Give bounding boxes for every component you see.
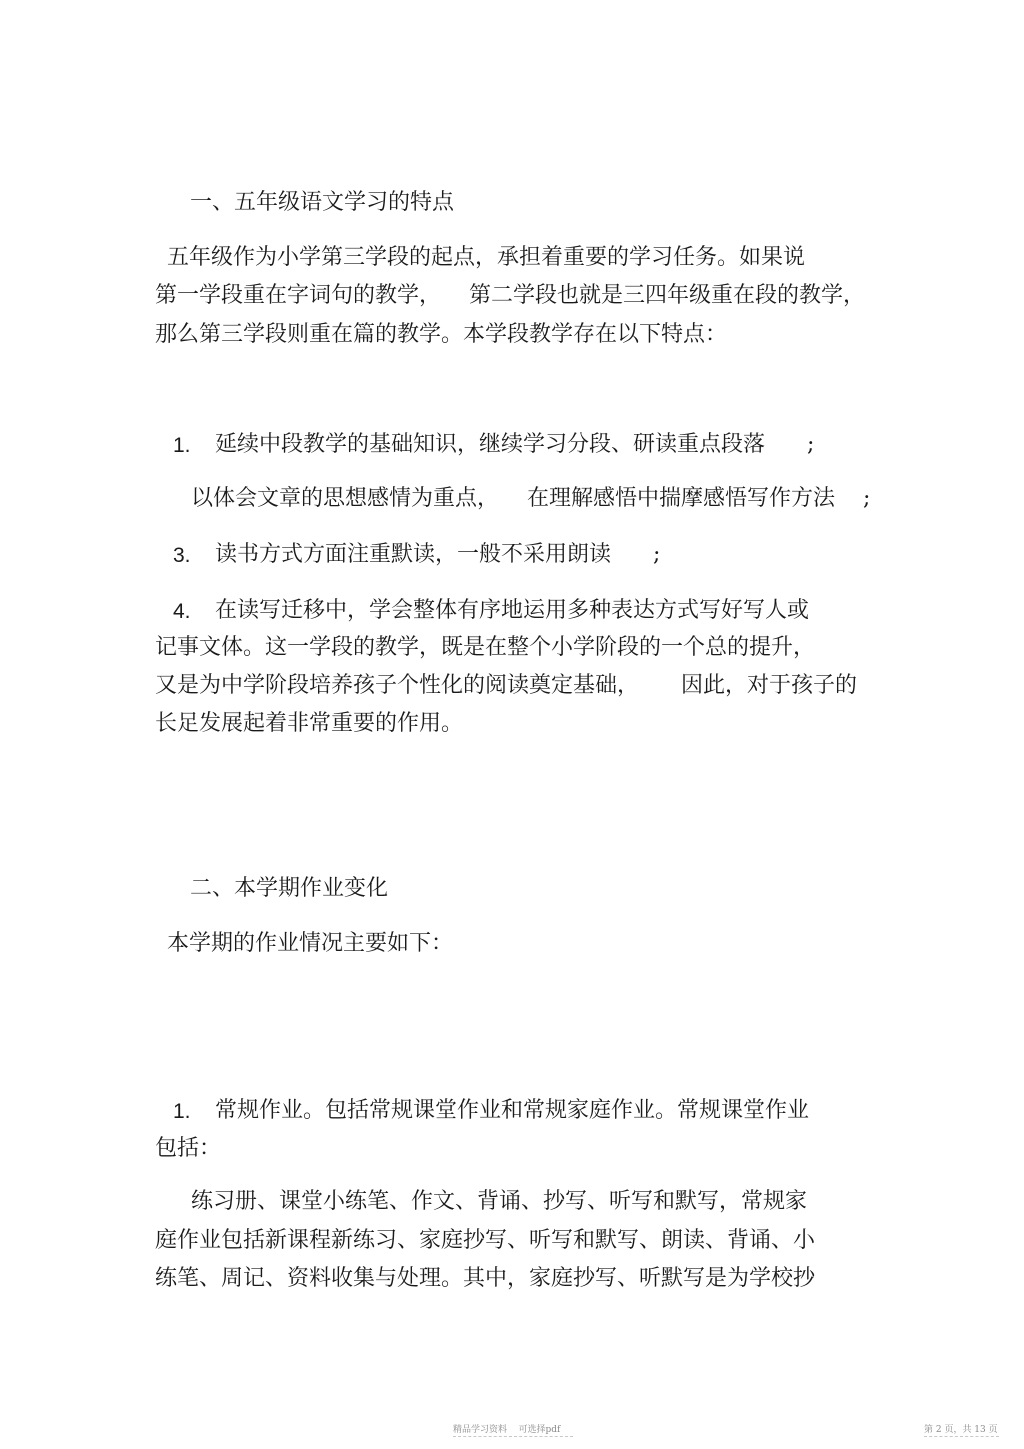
footer-right-divider <box>924 1436 999 1437</box>
list-item-4-cont-line-1: 记事文体。这一学段的教学，既是在整个小学阶段的一个总的提升， <box>155 635 816 660</box>
list-item-4-text: 在读写迁移中，学会整体有序地运用多种表达方式写好写人或 <box>215 598 810 623</box>
list-item-4-cont-line-3: 长足发展起着非常重要的作用。 <box>155 711 464 736</box>
list-item-4-number: 4. <box>173 600 191 623</box>
list-item-3-text: 读书方式方面注重默读，一般不采用朗读 ; <box>215 542 661 567</box>
homework-para-line-2: 庭作业包括新课程新练习、家庭抄写、听写和默写、朗读、背诵、小 <box>155 1228 816 1253</box>
section-1-heading: 一、五年级语文学习的特点 <box>190 190 455 215</box>
footer-page-number: 第 2 页，共 13 页 <box>924 1425 998 1435</box>
section-1-intro-line-2: 第一学段重在字词句的教学， 第二学段也就是三四年级重在段的教学， <box>155 283 865 308</box>
list-item-4-cont-line-2: 又是为中学阶段培养孩子个性化的阅读奠定基础， 因此，对于孩子的 <box>155 673 857 698</box>
list-item-1-number: 1. <box>173 434 191 457</box>
homework-item-1-number: 1. <box>173 1100 191 1123</box>
section-1-intro-line-3: 那么第三学段则重在篇的教学。本学段教学存在以下特点： <box>155 322 728 347</box>
list-item-1-text: 延续中段教学的基础知识，继续学习分段、研读重点段落 ; <box>215 432 815 457</box>
homework-para-line-3: 练笔、周记、资料收集与处理。其中，家庭抄写、听默写是为学校抄 <box>155 1266 816 1291</box>
list-item-2-text: 以体会文章的思想感情为重点， 在理解感悟中揣摩感悟写作方法 ; <box>191 486 871 511</box>
homework-item-1-line-2: 包括： <box>155 1136 222 1161</box>
section-2-heading: 二、本学期作业变化 <box>190 876 389 901</box>
section-2-intro: 本学期的作业情况主要如下： <box>167 931 454 956</box>
footer-left-divider <box>453 1436 573 1437</box>
section-1-intro-line-1: 五年级作为小学第三学段的起点，承担着重要的学习任务。如果说 <box>167 245 806 270</box>
homework-item-1-line-1: 常规作业。包括常规课堂作业和常规家庭作业。常规课堂作业 <box>215 1098 810 1123</box>
footer-left-text: 精品学习资料 可选择pdf <box>453 1425 561 1435</box>
homework-para-line-1: 练习册、课堂小练笔、作文、背诵、抄写、听写和默写，常规家 <box>191 1189 808 1214</box>
list-item-3-number: 3. <box>173 544 191 567</box>
